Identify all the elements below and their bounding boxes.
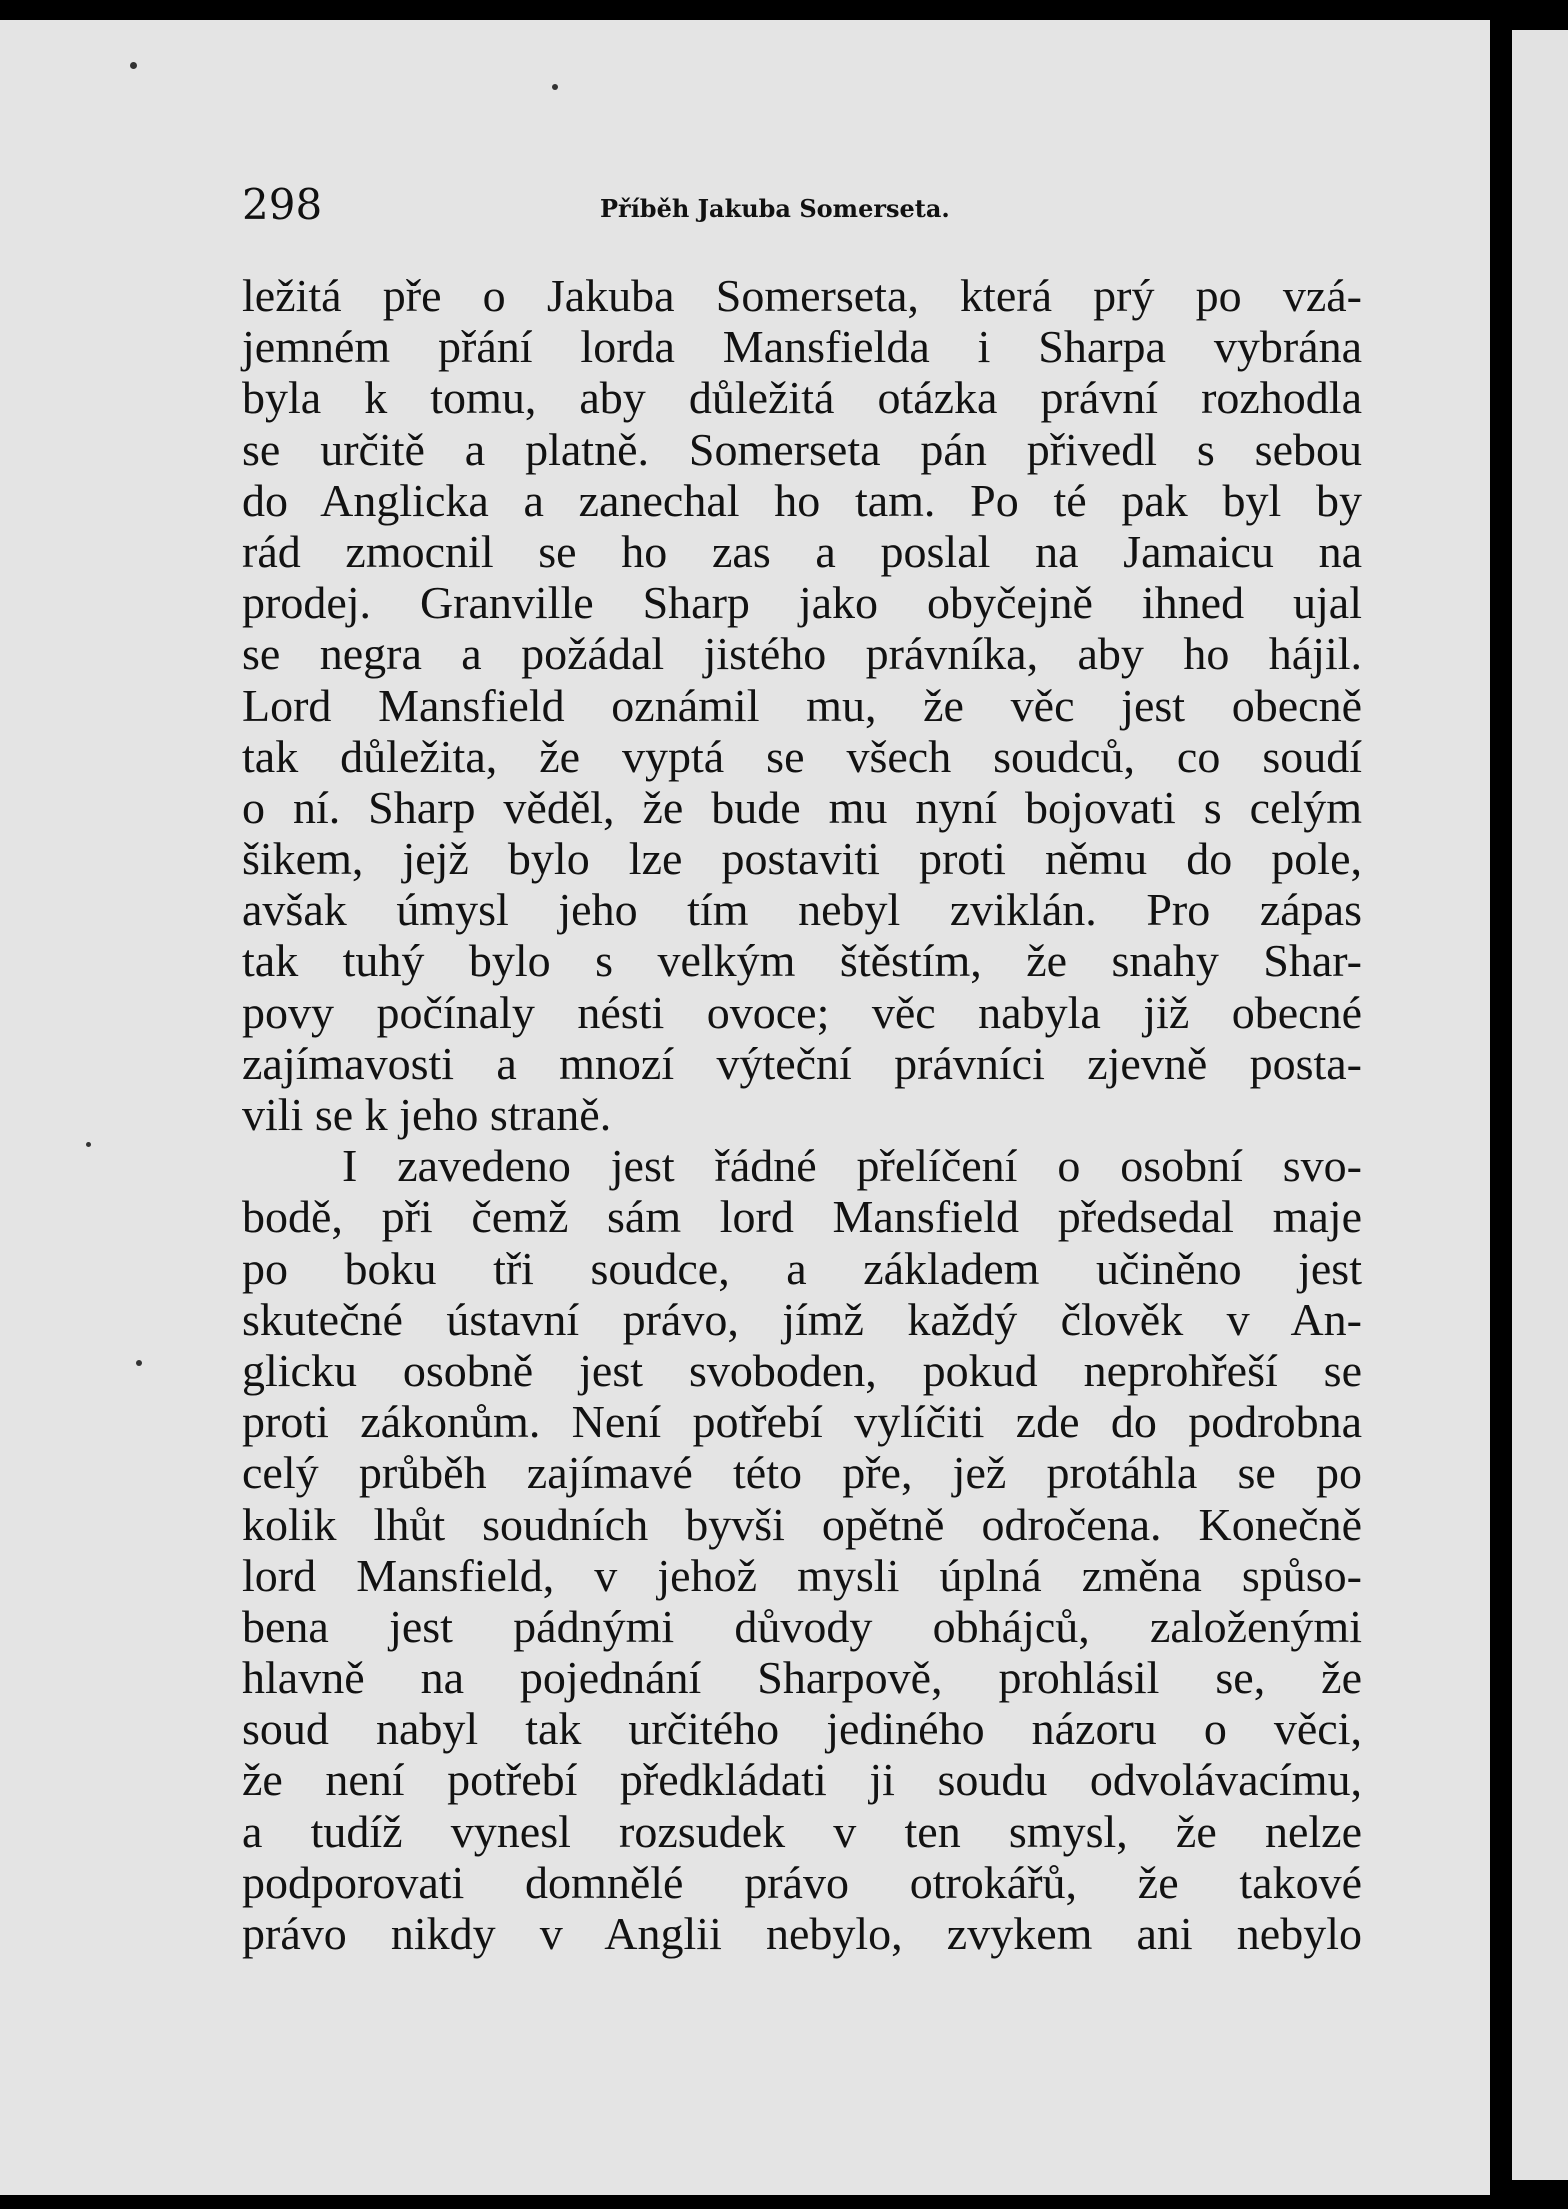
text-line: se negra a požádal jistého právníka, aby ho hájil.	[242, 628, 1362, 680]
text-line: bena jest pádnými důvody obhájců, založenými	[242, 1600, 1362, 1652]
text-line: byla k tomu, aby důležitá otázka právní rozhodla	[242, 372, 1362, 424]
facing-page-edge	[1512, 30, 1568, 2180]
text-line: proti zákonům. Není potřebí vylíčiti zde do podrobna	[242, 1396, 1362, 1448]
paragraph-end-line: vili se k jeho straně.	[242, 1089, 612, 1140]
paragraph-start-line: I zavedeno jest řádné přelíčení o osobní svo-	[342, 1140, 1362, 1192]
text-line: hlavně na pojednání Sharpově, prohlásil se, že	[242, 1652, 1362, 1704]
text-line: právo nikdy v Anglii nebylo, zvykem ani nebylo	[242, 1908, 1362, 1959]
text-line: podporovati domnělé právo otrokářů, že takové	[242, 1856, 1362, 1908]
ink-speck	[552, 84, 558, 90]
text-line: soud nabyl tak určitého jediného názoru o věci,	[242, 1703, 1362, 1755]
text-line: tak důležita, že vyptá se všech soudců, co soudí	[242, 730, 1362, 782]
text-line: že není potřebí předkládati ji soudu odvolávacímu,	[242, 1754, 1362, 1806]
text-line: lord Mansfield, v jehož mysli úplná změna spůso-	[242, 1549, 1362, 1601]
text-line: po boku tři soudce, a základem učiněno jest	[242, 1242, 1362, 1294]
running-title: Příběh Jakuba Somerseta.	[600, 194, 950, 223]
text-line: do Anglicka a zanechal ho tam. Po té pak byl by	[242, 474, 1362, 526]
body-text	[242, 270, 1362, 1959]
text-line: ležitá pře o Jakuba Somerseta, která prý po vzá-	[242, 270, 1362, 321]
text-line: o ní. Sharp věděl, že bude mu nyní bojovati s celým	[242, 781, 1362, 833]
text-line: celý průběh zajímavé této pře, jež protáhla se po	[242, 1447, 1362, 1499]
text-line: tak tuhý bylo s velkým štěstím, že snahy Shar-	[242, 935, 1362, 987]
text-line: zajímavosti a mnozí výteční právníci zjevně posta-	[242, 1037, 1362, 1089]
text-line: a tudíž vynesl rozsudek v ten smysl, že nelze	[242, 1805, 1362, 1857]
text-line: se určitě a platně. Somerseta pán přivedl s sebou	[242, 423, 1362, 475]
text-line: glicku osobně jest svoboden, pokud neprohřeší se	[242, 1344, 1362, 1396]
text-line: jemném přání lorda Mansfielda i Sharpa vybrána	[242, 321, 1362, 373]
text-line: Lord Mansfield oznámil mu, že věc jest obecně	[242, 679, 1362, 731]
text-line: rád zmocnil se ho zas a poslal na Jamaicu na	[242, 525, 1362, 577]
ink-speck	[86, 1142, 91, 1147]
text-line: skutečné ústavní právo, jímž každý člověk v An-	[242, 1293, 1362, 1345]
page-number: 298	[242, 180, 323, 229]
text-line: bodě, při čemž sám lord Mansfield předsedal maje	[242, 1191, 1362, 1243]
ink-speck	[136, 1360, 142, 1366]
text-line: šikem, jejž bylo lze postaviti proti němu do pole,	[242, 833, 1362, 885]
ink-speck	[130, 62, 137, 69]
text-line: povy počínaly nésti ovoce; věc nabyla již obecné	[242, 986, 1362, 1038]
text-line: avšak úmysl jeho tím nebyl zviklán. Pro zápas	[242, 884, 1362, 936]
text-line: kolik lhůt soudních byvši opětně odročena. Konečně	[242, 1498, 1362, 1550]
page-header	[242, 180, 1362, 240]
text-line: prodej. Granville Sharp jako obyčejně ihned ujal	[242, 577, 1362, 629]
